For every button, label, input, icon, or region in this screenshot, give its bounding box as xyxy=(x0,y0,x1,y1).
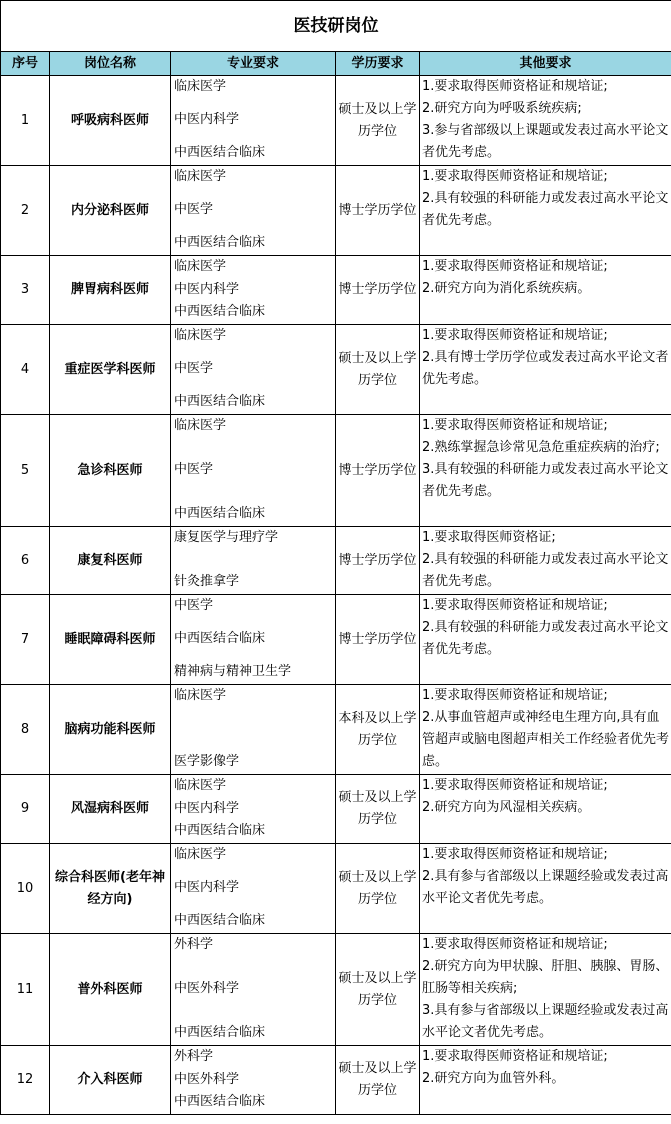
education-requirement: 博士学历学位 xyxy=(336,527,420,595)
education-requirement: 本科及以上学历学位 xyxy=(336,685,420,775)
position-name: 呼吸病科医师 xyxy=(50,76,171,166)
other-requirement-item: 1.要求取得医师资格证和规培证; xyxy=(422,1049,608,1064)
major-item: 中医学 xyxy=(174,202,214,217)
major-item: 中医学 xyxy=(174,462,214,477)
other-requirement-item: 2.具有较强的科研能力或发表过高水平论文者优先考虑。 xyxy=(422,552,669,589)
header-position: 岗位名称 xyxy=(50,52,171,76)
major-item: 针灸推拿学 xyxy=(174,574,240,589)
other-requirement-item: 3.具有较强的科研能力或发表过高水平论文者优先考虑。 xyxy=(422,462,669,499)
other-requirements xyxy=(420,325,671,415)
major-item: 临床医学 xyxy=(174,778,227,793)
other-requirements xyxy=(420,415,671,527)
other-requirement-item: 2.研究方向为呼吸系统疾病; xyxy=(422,101,582,116)
other-requirement-item: 1.要求取得医师资格证和规培证; xyxy=(422,778,608,793)
position-name: 重症医学科医师 xyxy=(50,325,171,415)
major-requirements xyxy=(171,256,336,325)
table-row xyxy=(1,415,671,527)
position-name: 睡眠障碍科医师 xyxy=(50,595,171,685)
table-title: 医技研岗位 xyxy=(1,1,671,52)
major-item: 临床医学 xyxy=(174,169,227,184)
other-requirement-item: 2.具有博士学历学位或发表过高水平论文者优先考虑。 xyxy=(422,350,669,387)
major-item: 中西医结合临床 xyxy=(174,1094,266,1109)
other-requirement-item: 2.具有参与省部级以上课题经验或发表过高水平论文者优先考虑。 xyxy=(422,869,669,906)
position-name: 普外科医师 xyxy=(50,934,171,1046)
major-item: 中西医结合临床 xyxy=(174,1025,266,1040)
major-item: 临床医学 xyxy=(174,418,227,433)
major-requirements xyxy=(171,1046,336,1115)
major-requirements xyxy=(171,595,336,685)
other-requirements xyxy=(420,527,671,595)
major-requirements xyxy=(171,685,336,775)
education-requirement: 博士学历学位 xyxy=(336,166,420,256)
major-item: 中医外科学 xyxy=(174,1071,240,1087)
table-row xyxy=(1,76,671,166)
education-requirement: 硕士及以上学历学位 xyxy=(336,934,420,1046)
other-requirements xyxy=(420,1046,671,1115)
other-requirements xyxy=(420,76,671,166)
other-requirements xyxy=(420,166,671,256)
position-name: 介入科医师 xyxy=(50,1046,171,1115)
major-item: 中西医结合临床 xyxy=(174,631,266,646)
major-item: 中医内科学 xyxy=(174,281,240,297)
education-requirement: 博士学历学位 xyxy=(336,415,420,527)
major-item: 中西医结合临床 xyxy=(174,235,266,250)
major-requirements xyxy=(171,775,336,844)
row-number: 9 xyxy=(1,775,50,844)
position-name: 脑病功能科医师 xyxy=(50,685,171,775)
education-requirement: 硕士及以上学历学位 xyxy=(336,775,420,844)
major-requirements xyxy=(171,844,336,934)
major-item: 外科学 xyxy=(174,1049,214,1064)
other-requirement-item: 3.具有参与省部级以上课题经验或发表过高水平论文者优先考虑。 xyxy=(422,1003,669,1040)
table-row xyxy=(1,775,671,844)
other-requirement-item: 2.具有较强的科研能力或发表过高水平论文者优先考虑。 xyxy=(422,191,669,228)
table-row xyxy=(1,934,671,1046)
row-number: 2 xyxy=(1,166,50,256)
education-requirement: 硕士及以上学历学位 xyxy=(336,1046,420,1115)
major-item: 临床医学 xyxy=(174,79,227,94)
position-name: 内分泌科医师 xyxy=(50,166,171,256)
other-requirement-item: 1.要求取得医师资格证和规培证; xyxy=(422,598,608,613)
table-row xyxy=(1,527,671,595)
major-item: 外科学 xyxy=(174,937,214,952)
major-requirements xyxy=(171,415,336,527)
row-number: 7 xyxy=(1,595,50,685)
major-item: 临床医学 xyxy=(174,688,227,703)
other-requirement-item: 3.参与省部级以上课题或发表过高水平论文者优先考虑。 xyxy=(422,123,669,160)
other-requirements xyxy=(420,934,671,1046)
other-requirements xyxy=(420,775,671,844)
other-requirements xyxy=(420,595,671,685)
other-requirement-item: 1.要求取得医师资格证和规培证; xyxy=(422,259,608,274)
other-requirements xyxy=(420,685,671,775)
header-major: 专业要求 xyxy=(171,52,336,76)
major-item: 临床医学 xyxy=(174,847,227,862)
other-requirement-item: 2.研究方向为甲状腺、肝胆、胰腺、胃肠、肛肠等相关疾病; xyxy=(422,959,669,996)
major-item: 中西医结合临床 xyxy=(174,823,266,838)
major-item: 中西医结合临床 xyxy=(174,506,266,521)
position-name: 综合科医师(老年神经方向) xyxy=(50,844,171,934)
other-requirement-item: 1.要求取得医师资格证和规培证; xyxy=(422,328,608,343)
major-requirements xyxy=(171,325,336,415)
other-requirement-item: 2.从事血管超声或神经电生理方向,具有血管超声或脑电图超声相关工作经验者优先考虑。 xyxy=(422,710,670,769)
position-name: 脾胃病科医师 xyxy=(50,256,171,325)
header-education: 学历要求 xyxy=(336,52,420,76)
major-item: 中医学 xyxy=(174,361,214,376)
major-item: 临床医学 xyxy=(174,259,227,274)
major-requirements xyxy=(171,934,336,1046)
row-number: 3 xyxy=(1,256,50,325)
row-number: 8 xyxy=(1,685,50,775)
row-number: 10 xyxy=(1,844,50,934)
other-requirements xyxy=(420,844,671,934)
major-item: 临床医学 xyxy=(174,328,227,343)
position-name: 康复科医师 xyxy=(50,527,171,595)
table-row xyxy=(1,1046,671,1115)
row-number: 5 xyxy=(1,415,50,527)
row-number: 4 xyxy=(1,325,50,415)
position-name: 风湿病科医师 xyxy=(50,775,171,844)
table-row xyxy=(1,844,671,934)
other-requirement-item: 1.要求取得医师资格证; xyxy=(422,530,556,545)
header-no: 序号 xyxy=(1,52,50,76)
other-requirement-item: 2.研究方向为消化系统疾病。 xyxy=(422,281,591,296)
header-other: 其他要求 xyxy=(420,52,671,76)
major-item: 中西医结合临床 xyxy=(174,304,266,319)
education-requirement: 博士学历学位 xyxy=(336,595,420,685)
other-requirement-item: 1.要求取得医师资格证和规培证; xyxy=(422,418,608,433)
major-item: 中医学 xyxy=(174,598,214,613)
education-requirement: 硕士及以上学历学位 xyxy=(336,76,420,166)
major-item: 中医外科学 xyxy=(174,981,240,996)
major-item: 中医内科学 xyxy=(174,880,240,895)
major-item: 中医内科学 xyxy=(174,112,240,127)
major-item: 中医内科学 xyxy=(174,800,240,816)
row-number: 1 xyxy=(1,76,50,166)
table-row xyxy=(1,166,671,256)
other-requirements xyxy=(420,256,671,325)
position-name: 急诊科医师 xyxy=(50,415,171,527)
other-requirement-item: 2.熟练掌握急诊常见急危重症疾病的治疗; xyxy=(422,440,660,455)
major-item: 中西医结合临床 xyxy=(174,394,266,409)
education-requirement: 硕士及以上学历学位 xyxy=(336,325,420,415)
major-item: 精神病与精神卫生学 xyxy=(174,664,292,679)
major-requirements xyxy=(171,76,336,166)
other-requirement-item: 2.研究方向为风湿相关疾病。 xyxy=(422,800,591,815)
other-requirement-item: 1.要求取得医师资格证和规培证; xyxy=(422,79,608,94)
row-number: 11 xyxy=(1,934,50,1046)
education-requirement: 硕士及以上学历学位 xyxy=(336,844,420,934)
row-number: 12 xyxy=(1,1046,50,1115)
header-row xyxy=(1,52,671,76)
row-number: 6 xyxy=(1,527,50,595)
major-requirements xyxy=(171,166,336,256)
other-requirement-item: 1.要求取得医师资格证和规培证; xyxy=(422,847,608,862)
table-row xyxy=(1,595,671,685)
other-requirement-item: 1.要求取得医师资格证和规培证; xyxy=(422,937,608,952)
table-row xyxy=(1,325,671,415)
major-item: 医学影像学 xyxy=(174,754,240,769)
other-requirement-item: 1.要求取得医师资格证和规培证; xyxy=(422,169,608,184)
education-requirement: 博士学历学位 xyxy=(336,256,420,325)
major-requirements xyxy=(171,527,336,595)
table-row xyxy=(1,256,671,325)
other-requirement-item: 2.具有较强的科研能力或发表过高水平论文者优先考虑。 xyxy=(422,620,669,657)
major-item: 康复医学与理疗学 xyxy=(174,530,279,545)
major-item: 中西医结合临床 xyxy=(174,913,266,928)
other-requirement-item: 2.研究方向为血管外科。 xyxy=(422,1071,565,1086)
major-item: 中西医结合临床 xyxy=(174,145,266,160)
table-row xyxy=(1,685,671,775)
other-requirement-item: 1.要求取得医师资格证和规培证; xyxy=(422,688,608,703)
